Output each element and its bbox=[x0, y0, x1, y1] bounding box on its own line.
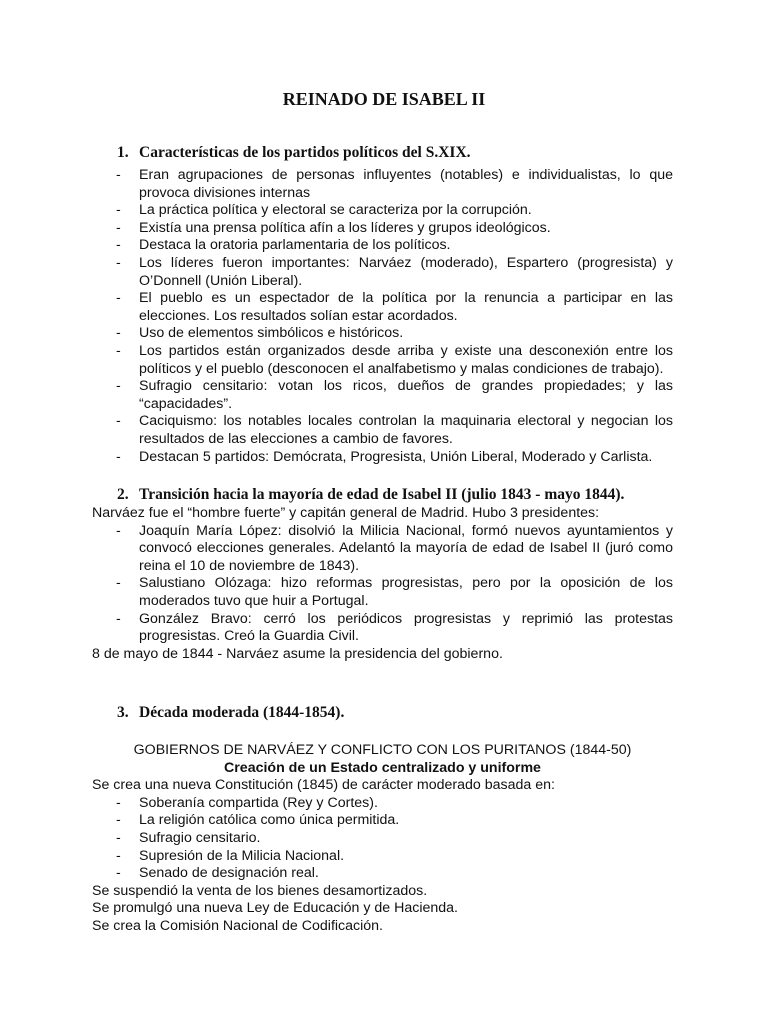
section-3-paragraph: Se promulgó una nueva Ley de Educación y de Hacienda. bbox=[92, 900, 458, 917]
list-item: - Sufragio censitario. bbox=[92, 830, 673, 848]
section-2-closing: 8 de mayo de 1844 - Narváez asume la presidencia del gobierno. bbox=[92, 645, 503, 662]
list-item: - Los partidos están organizados desde arriba y existe una desconexión entre los políticos y el pueblo (desconocen el analfabetismo y malas condiciones de trabajo). bbox=[92, 343, 673, 378]
list-item: - Eran agrupaciones de personas influyentes (notables) e individualistas, lo que provoca divisiones internas bbox=[92, 167, 673, 202]
list-item: - Caciquismo: los notables locales controlan la maquinaria electoral y negocian los resultados de las elecciones a cambio de favores. bbox=[92, 413, 673, 448]
list-item: - Senado de designación real. bbox=[92, 865, 673, 883]
section-1-heading bbox=[92, 143, 673, 163]
list-item: - Sufragio censitario: votan los ricos, dueños de grandes propiedades; y las “capacidades”. bbox=[92, 378, 673, 413]
section-1-number: 1. bbox=[117, 144, 129, 161]
page-title: REINADO DE ISABEL II bbox=[282, 89, 486, 109]
list-item: - Destaca la oratoria parlamentaria de los políticos. bbox=[92, 237, 673, 255]
section-1-heading-text: Características de los partidos políticos del S.XIX. bbox=[139, 144, 471, 161]
section-2-number: 2. bbox=[117, 486, 129, 503]
list-item: - Soberanía compartida (Rey y Cortes). bbox=[92, 795, 673, 813]
list-item: - Destacan 5 partidos: Demócrata, Progresista, Unión Liberal, Moderado y Carlista. bbox=[92, 449, 673, 467]
section-3-list bbox=[92, 795, 673, 883]
section-3-number: 3. bbox=[117, 704, 129, 721]
section-3-intro: Se crea una nueva Constitución (1845) de carácter moderado basada en: bbox=[92, 777, 555, 794]
section-3 bbox=[92, 703, 673, 936]
section-3-subheading: GOBIERNOS DE NARVÁEZ Y CONFLICTO CON LOS PURITANOS (1844-50) bbox=[133, 742, 632, 758]
section-3-heading bbox=[92, 703, 673, 723]
section-3-paragraph: Se crea la Comisión Nacional de Codificación. bbox=[92, 917, 383, 934]
list-item: - La práctica política y electoral se caracteriza por la corrupción. bbox=[92, 202, 673, 220]
list-item: - Uso de elementos simbólicos e históricos. bbox=[92, 325, 673, 343]
section-3-heading-text: Década moderada (1844-1854). bbox=[139, 704, 345, 721]
list-item: - Existía una prensa política afín a los líderes y grupos ideológicos. bbox=[92, 220, 673, 238]
section-3-subtitle: Creación de un Estado centralizado y uniforme bbox=[224, 759, 541, 776]
list-item: - Salustiano Olózaga: hizo reformas progresistas, pero por la oposición de los moderados tuvo que huir a Portugal. bbox=[92, 575, 673, 610]
section-2-heading bbox=[92, 485, 673, 505]
list-item: - La religión católica como única permitida. bbox=[92, 812, 673, 830]
list-item: - González Bravo: cerró los periódicos progresistas y reprimió las protestas progresistas. Creó la Guardia Civil. bbox=[92, 611, 673, 646]
section-2 bbox=[92, 485, 673, 663]
section-1-list bbox=[92, 167, 673, 466]
list-item: - Joaquín María López: disolvió la Milicia Nacional, formó nuevos ayuntamientos y convocó elecciones generales. Adelantó la mayoría de edad de Isabel II (juró como reina el 10 de noviembre de 1843). bbox=[92, 523, 673, 576]
list-item: - Supresión de la Milicia Nacional. bbox=[92, 848, 673, 866]
section-2-intro: Narváez fue el “hombre fuerte” y capitán general de Madrid. Hubo 3 presidentes: bbox=[92, 505, 600, 521]
section-2-list bbox=[92, 523, 673, 646]
section-2-heading-text: Transición hacia la mayoría de edad de Isabel II (julio 1843 - mayo 1844). bbox=[139, 486, 625, 503]
section-1 bbox=[92, 143, 673, 466]
section-3-paragraph: Se suspendió la venta de los bienes desamortizados. bbox=[92, 882, 428, 899]
list-item: - Los líderes fueron importantes: Narváez (moderado), Espartero (progresista) y O’Donnell (Unión Liberal). bbox=[92, 255, 673, 290]
list-item: - El pueblo es un espectador de la política por la renuncia a participar en las elecciones. Los resultados solían estar acordados. bbox=[92, 290, 673, 325]
